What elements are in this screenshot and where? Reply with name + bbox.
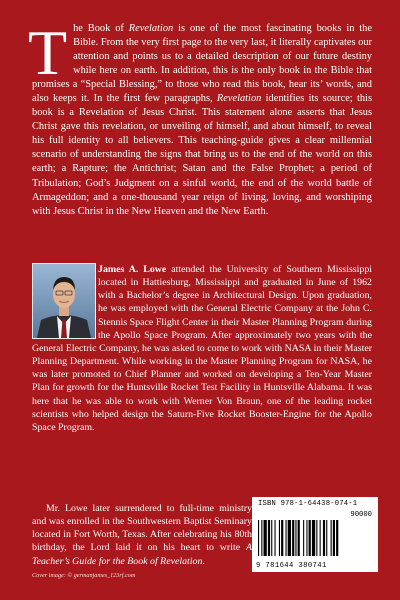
barcode-bar xyxy=(306,520,307,556)
cover-image-credit: Cover image: © germanjames_123rf.com xyxy=(32,572,136,579)
barcode-bar xyxy=(271,520,272,556)
book-title: A Teacher’s Guide for the Book of Revelation xyxy=(32,542,252,567)
barcode-bar xyxy=(264,520,267,556)
barcode-bar xyxy=(303,520,304,556)
price-code: 90000 xyxy=(350,511,372,519)
barcode-number: 9 781644 380741 xyxy=(256,562,327,570)
intro-text-1: he Book of xyxy=(73,23,129,34)
intro-paragraph xyxy=(28,17,372,219)
barcode-bar xyxy=(326,520,327,556)
bio-text: attended the University of Southern Mississippi located in Hattiesburg, Mississippi and graduated in June of 1962 with a Bachelor’s degree in Architectural Design. Upon graduation, he was employed with the General Electric Company at the John C. Stennis Space Flight Center in their Master Planning Program during the Apollo Space Program. After approximately two years with the General Electric Company, he was asked to come to work with NASA in their Master Planning Department. While working in the Master Planning Program for NASA, he was later promoted to Chief Planner and worked on developing a Ten-Year Master Plan for growth for the Huntsville Rocket Test Facility in Huntsville Alabama. It was here that he was able to work with Werner Von Braun, one of the leading rocket scientists who helped design the Saturn-Five Rocket Booster-Engine for the Apollo Space Program. xyxy=(32,264,372,433)
intro-revelation-1: Revelation xyxy=(128,23,174,34)
bio-paragraph xyxy=(32,263,372,434)
author-name: James A. Lowe xyxy=(98,264,167,275)
barcode-bar xyxy=(336,520,338,556)
barcode-bar xyxy=(288,520,291,556)
barcode-bar xyxy=(333,520,335,556)
intro-text-3: identifies its source; this book is a Revelation of Jesus Christ. This statement alone asserts that Jesus Christ gave this revelation, or unveiling of himself, and about himself, to reveal his full identity to all believers. This teaching-guide gives a clear millennial scenario of understanding the signs that bring us to the end of the world on this earth; a Rapture; the Antichrist; Satan and the False Prophet; a period of Tribulation; God’s Judgment on a sinful world, the end of the world battle of Armageddon; and a one-thousand year reign of living, loving, and worshiping with Jesus Christ in the New Heaven and the New Earth. xyxy=(32,93,372,217)
barcode-bar xyxy=(286,520,287,556)
barcode-bar xyxy=(258,520,259,556)
barcode-bar xyxy=(261,520,262,556)
barcode-bars-icon xyxy=(258,520,372,556)
drop-cap: T xyxy=(28,17,68,88)
bio2-text: Mr. Lowe later surrendered to full-time ministry and was enrolled in the Southwestern Baptist Seminary located in Fort Worth, Texas. After celebrating his 80th birthday, the Lord laid it on his heart to write xyxy=(32,503,252,554)
barcode-bar xyxy=(316,520,317,556)
intro-text-2: is one of the most fascinating books in the Bible. From the very first page to the very last, it literally captivates our attention and points us to a detailed description of our future destiny while here on earth. In addition, this is the only book in the Bible that promises a “Special Blessing,” to those who read this book, hear its’ words, and also keeps it. In the first few paragraphs, xyxy=(32,23,372,105)
isbn-label: ISBN 978-1-64438-074-1 xyxy=(258,500,358,508)
barcode-bar xyxy=(268,520,270,556)
barcode-bar xyxy=(309,520,311,556)
barcode-bar xyxy=(320,520,321,556)
barcode-bar xyxy=(292,520,294,556)
barcode-bar xyxy=(281,520,283,556)
barcode-bar xyxy=(298,520,300,556)
barcode-bar xyxy=(312,520,315,556)
barcode-bar xyxy=(295,520,296,556)
intro-revelation-2: Revelation xyxy=(216,93,262,105)
bio-paragraph-2 xyxy=(32,502,252,568)
barcode-box xyxy=(252,497,378,572)
barcode-bar xyxy=(323,520,325,556)
barcode-bar xyxy=(279,520,280,556)
barcode-bar xyxy=(331,520,332,556)
bio2-end: . xyxy=(202,555,205,567)
barcode-bar xyxy=(275,520,276,556)
